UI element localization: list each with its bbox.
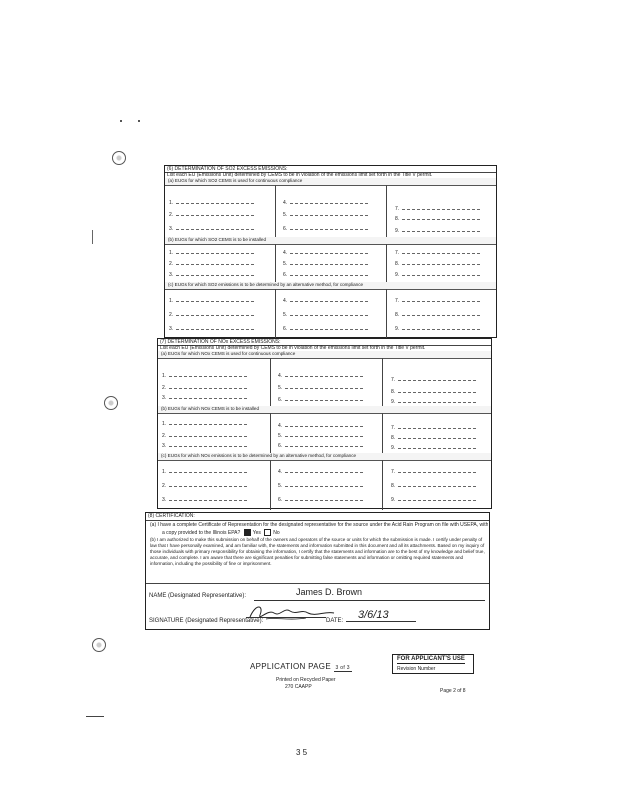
stray-mark — [120, 120, 122, 122]
nox-section-instruction: List each EU (Emissions Unit) determined by CEMS to be in violation of the emissions limit set forth in the Title V permit. — [158, 345, 491, 352]
nox-a-entry[interactable]: 6. — [278, 397, 363, 403]
so2-b-entry[interactable]: 3. — [169, 272, 254, 278]
so2-a-entry[interactable]: 5. — [283, 212, 368, 218]
so2-a-entry[interactable]: 4. — [283, 200, 368, 206]
nox-c-entry[interactable]: 1. — [162, 469, 247, 475]
applicant-use-title: FOR APPLICANT'S USE — [397, 656, 465, 662]
printed-on-label: Printed on Recycled Paper — [276, 677, 336, 683]
nox-c-entry[interactable]: 5. — [278, 483, 363, 489]
so2-c-entry[interactable]: 6. — [283, 326, 368, 332]
nox-a-entry[interactable]: 3. — [162, 395, 247, 401]
so2-c-entry[interactable]: 1. — [169, 298, 254, 304]
so2-b-entry[interactable]: 7. — [395, 250, 480, 256]
nox-sub-c: (c) EUGs for which NOx emissions is to be determined by an alternative method, for compliance — [158, 453, 491, 461]
nox-b-entry[interactable]: 1. — [162, 421, 247, 427]
so2-b-entry[interactable]: 6. — [283, 272, 368, 278]
so2-c-entry[interactable]: 7. — [395, 298, 480, 304]
form-id: 270 CAAPP — [285, 684, 312, 690]
date-value: 3/6/13 — [358, 609, 389, 621]
punch-hole-middle — [104, 396, 118, 410]
so2-section-title: (6) DETERMINATION OF SO2 EXCESS EMISSIONS: — [165, 166, 496, 173]
yes-checkbox[interactable] — [244, 529, 251, 536]
nox-section — [157, 338, 492, 509]
nox-b-entry[interactable]: 3. — [162, 443, 247, 449]
punch-hole-bottom — [92, 638, 106, 652]
so2-sub-b: (b) EUGs for which SO2 CEMS is to be installed — [165, 237, 496, 245]
left-edge-mark — [86, 716, 104, 717]
certification-title: (8) CERTIFICATION: — [146, 513, 489, 521]
name-value: James D. Brown — [296, 587, 363, 597]
nox-c-entry[interactable]: 9. — [391, 497, 476, 503]
so2-c-entry[interactable]: 5. — [283, 312, 368, 318]
so2-a-entry[interactable]: 1. — [169, 200, 254, 206]
nox-c-entry[interactable]: 2. — [162, 483, 247, 489]
so2-b-entry[interactable]: 4. — [283, 250, 368, 256]
so2-b-entry[interactable]: 8. — [395, 261, 480, 267]
so2-c-entry[interactable]: 8. — [395, 312, 480, 318]
cert-item-a: (a) I have a complete Certificate of Representation for the designated representative for the source under the Acid Rain Program on file with USEPA, with — [150, 522, 488, 528]
so2-a-entry[interactable]: 2. — [169, 212, 254, 218]
revision-label: Revision Number — [397, 666, 436, 672]
so2-b-entry[interactable]: 1. — [169, 250, 254, 256]
so2-c-entry[interactable]: 3. — [169, 326, 254, 332]
so2-b-entry[interactable]: 9. — [395, 272, 480, 278]
nox-a-entry[interactable]: 9. — [391, 399, 476, 405]
nox-sub-b: (b) EUGs for which NOx CEMS is to be installed — [158, 406, 491, 414]
nox-c-entry[interactable]: 6. — [278, 497, 363, 503]
name-label: NAME (Designated Representative): — [149, 593, 247, 599]
no-checkbox[interactable] — [264, 529, 271, 536]
certification-section — [145, 512, 490, 630]
so2-c-entry[interactable]: 2. — [169, 312, 254, 318]
so2-a-entry[interactable]: 8. — [395, 216, 480, 222]
applicant-use-box — [392, 654, 474, 674]
application-page-label: APPLICATION PAGE 3 of 3 — [250, 662, 350, 671]
nox-b-entry[interactable]: 5. — [278, 433, 363, 439]
signature-label: SIGNATURE (Designated Representative): — [149, 618, 264, 624]
stray-mark — [138, 120, 140, 122]
nox-a-entry[interactable]: 5. — [278, 385, 363, 391]
so2-a-entry[interactable]: 3. — [169, 226, 254, 232]
nox-b-entry[interactable]: 7. — [391, 425, 476, 431]
nox-b-entry[interactable]: 4. — [278, 423, 363, 429]
nox-a-entry[interactable]: 8. — [391, 389, 476, 395]
so2-b-entry[interactable]: 2. — [169, 261, 254, 267]
so2-a-entry[interactable]: 7. — [395, 206, 480, 212]
nox-a-entry[interactable]: 7. — [391, 377, 476, 383]
cert-item-a-cont: a copy provided to the Illinois EPA? Yes No — [162, 529, 280, 536]
nox-section-title: (7) DETERMINATION OF NOx EXCESS EMISSIONS: — [158, 339, 491, 346]
so2-b-entry[interactable]: 5. — [283, 261, 368, 267]
so2-sub-a: (a) EUGs for which SO2 CEMS is used for continuous compliance — [165, 178, 496, 186]
nox-sub-a: (a) EUGs for which NOx CEMS is used for continuous compliance — [158, 351, 491, 359]
date-label: DATE: — [326, 618, 344, 624]
nox-b-entry[interactable]: 2. — [162, 433, 247, 439]
punch-hole-top — [112, 151, 126, 165]
nox-b-entry[interactable]: 8. — [391, 435, 476, 441]
so2-sub-c: (c) EUGs for which SO2 emissions is to be determined by an alternative method, for compliance — [165, 282, 496, 290]
nox-c-entry[interactable]: 7. — [391, 469, 476, 475]
so2-a-entry[interactable]: 9. — [395, 228, 480, 234]
so2-section — [164, 165, 497, 338]
nox-b-entry[interactable]: 6. — [278, 443, 363, 449]
so2-c-entry[interactable]: 9. — [395, 326, 480, 332]
so2-c-entry[interactable]: 4. — [283, 298, 368, 304]
nox-b-entry[interactable]: 9. — [391, 445, 476, 451]
nox-c-entry[interactable]: 3. — [162, 497, 247, 503]
left-edge-mark — [92, 230, 93, 244]
nox-a-entry[interactable]: 1. — [162, 373, 247, 379]
bottom-page-number: 3 5 — [296, 748, 308, 757]
page-of: 3 of 3 — [335, 665, 350, 671]
so2-a-entry[interactable]: 6. — [283, 226, 368, 232]
nox-c-entry[interactable]: 8. — [391, 483, 476, 489]
cert-item-b: (b) I am authorized to make this submission on behalf of the owners and operators of the source or units for which the submission is made. I certify under penalty of law that I have personally examined, and am familiar with, the statements and information submitted in this document and all its attachments. Based on my inquiry of those individuals with primary responsibility for obtaining the information, I certify that the statements and information are to the best of my knowledge and belief true, accurate, and complete. I am aware that there are significant penalties for submitting false statements and information or omitting required statements and information, including the possibility of fine or imprisonment. — [150, 537, 485, 566]
nox-c-entry[interactable]: 4. — [278, 469, 363, 475]
page-count: Page 2 of 8 — [440, 688, 466, 694]
so2-section-instruction: List each EU (Emissions Unit) determined by CEMS to be in violation of the emissions limit set forth in the Title V permit. — [165, 172, 496, 179]
nox-a-entry[interactable]: 2. — [162, 385, 247, 391]
nox-a-entry[interactable]: 4. — [278, 373, 363, 379]
